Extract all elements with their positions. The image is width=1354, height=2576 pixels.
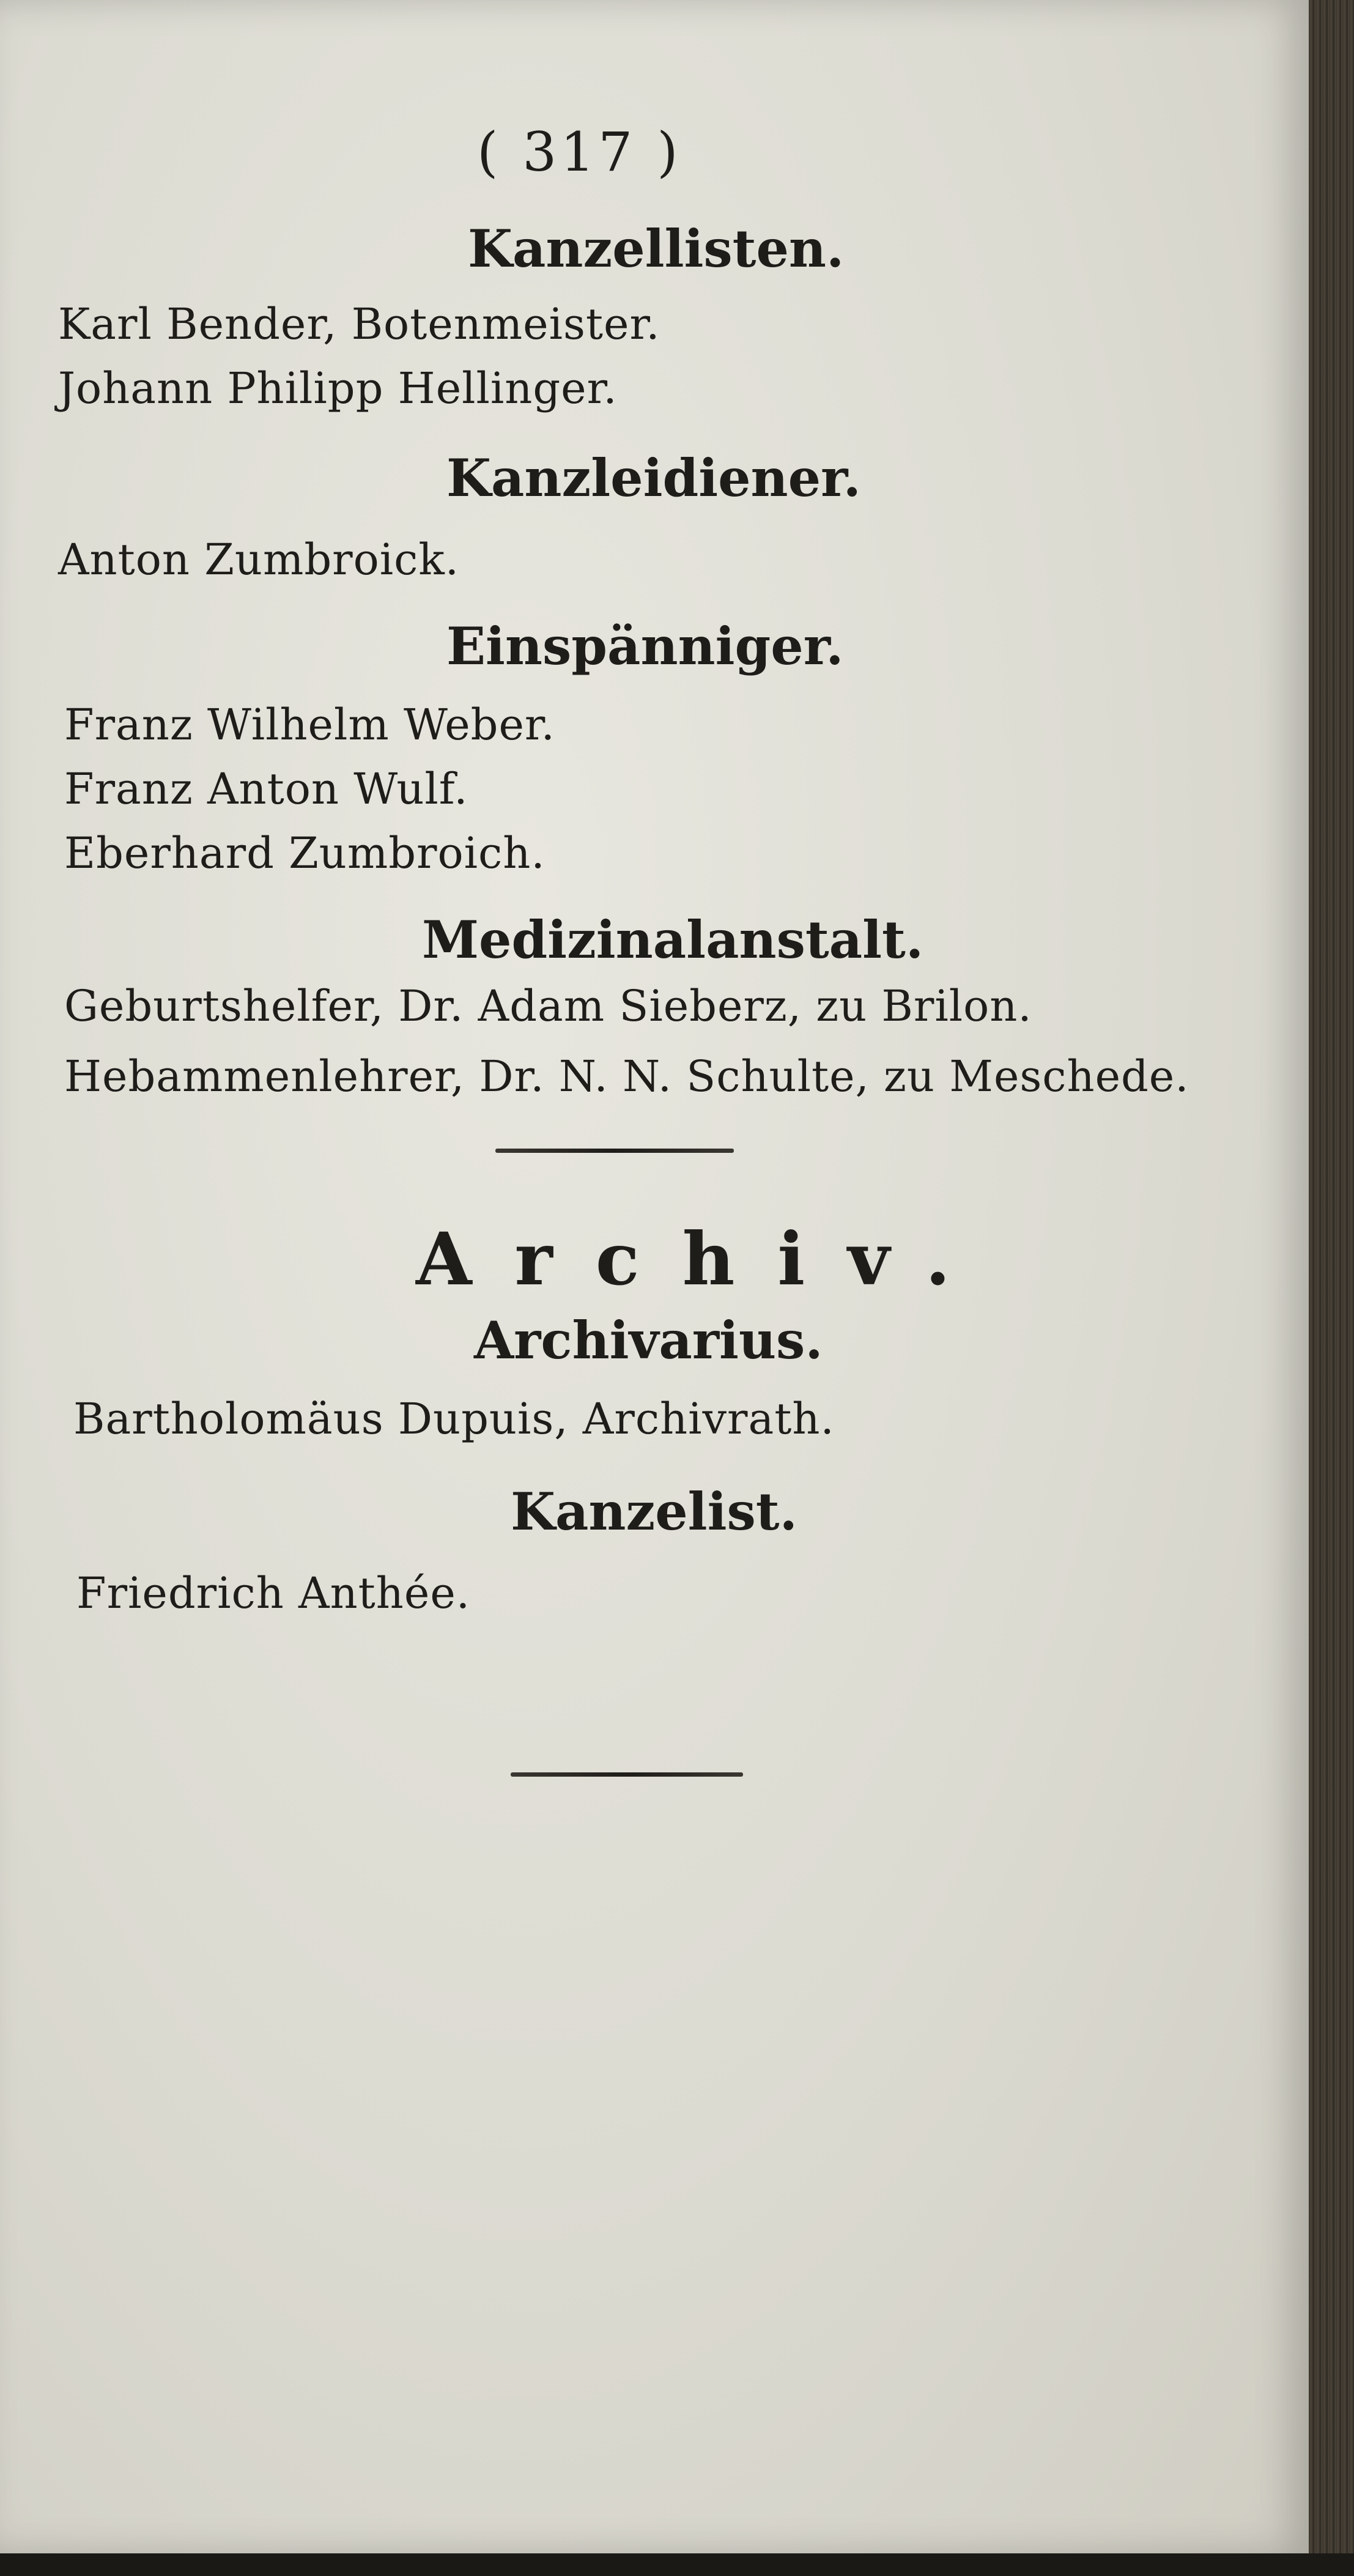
entry-anton-zumbroick: Anton Zumbroick. bbox=[58, 535, 460, 585]
entry-johann-philipp-hellinger: Johann Philipp Hellinger. bbox=[58, 363, 618, 413]
book-bottom-edge bbox=[0, 2553, 1354, 2576]
entry-franz-wilhelm-weber: Franz Wilhelm Weber. bbox=[64, 700, 555, 750]
entry-franz-anton-wulf: Franz Anton Wulf. bbox=[64, 764, 468, 814]
heading-kanzellisten: Kanzellisten. bbox=[468, 218, 845, 279]
entry-friedrich-anthee: Friedrich Anthée. bbox=[76, 1568, 470, 1618]
entry-geburtshelfer: Geburtshelfer, Dr. Adam Sieberz, zu Brilon. bbox=[64, 981, 1032, 1031]
entry-karl-bender: Karl Bender, Botenmeister. bbox=[58, 299, 660, 349]
heading-einspanniger: Einspänniger. bbox=[446, 616, 844, 676]
entry-bartholomaus-dupuis: Bartholomäus Dupuis, Archivrath. bbox=[73, 1394, 835, 1444]
book-page-edges bbox=[1309, 0, 1354, 2576]
section-divider-bottom bbox=[511, 1772, 743, 1777]
entry-hebammenlehrer: Hebammenlehrer, Dr. N. N. Schulte, zu Meschede. bbox=[64, 1051, 1189, 1101]
page-number: ( 317 ) bbox=[477, 120, 682, 183]
heading-kanzelist: Kanzelist. bbox=[511, 1481, 797, 1542]
heading-archivarius: Archivarius. bbox=[474, 1310, 823, 1371]
heading-medizinalanstalt: Medizinalanstalt. bbox=[422, 909, 924, 970]
heading-archiv: Archiv. bbox=[416, 1216, 993, 1301]
heading-kanzleidiener: Kanzleidiener. bbox=[446, 448, 861, 508]
entry-eberhard-zumbroich: Eberhard Zumbroich. bbox=[64, 828, 546, 878]
section-divider-top bbox=[495, 1149, 734, 1153]
